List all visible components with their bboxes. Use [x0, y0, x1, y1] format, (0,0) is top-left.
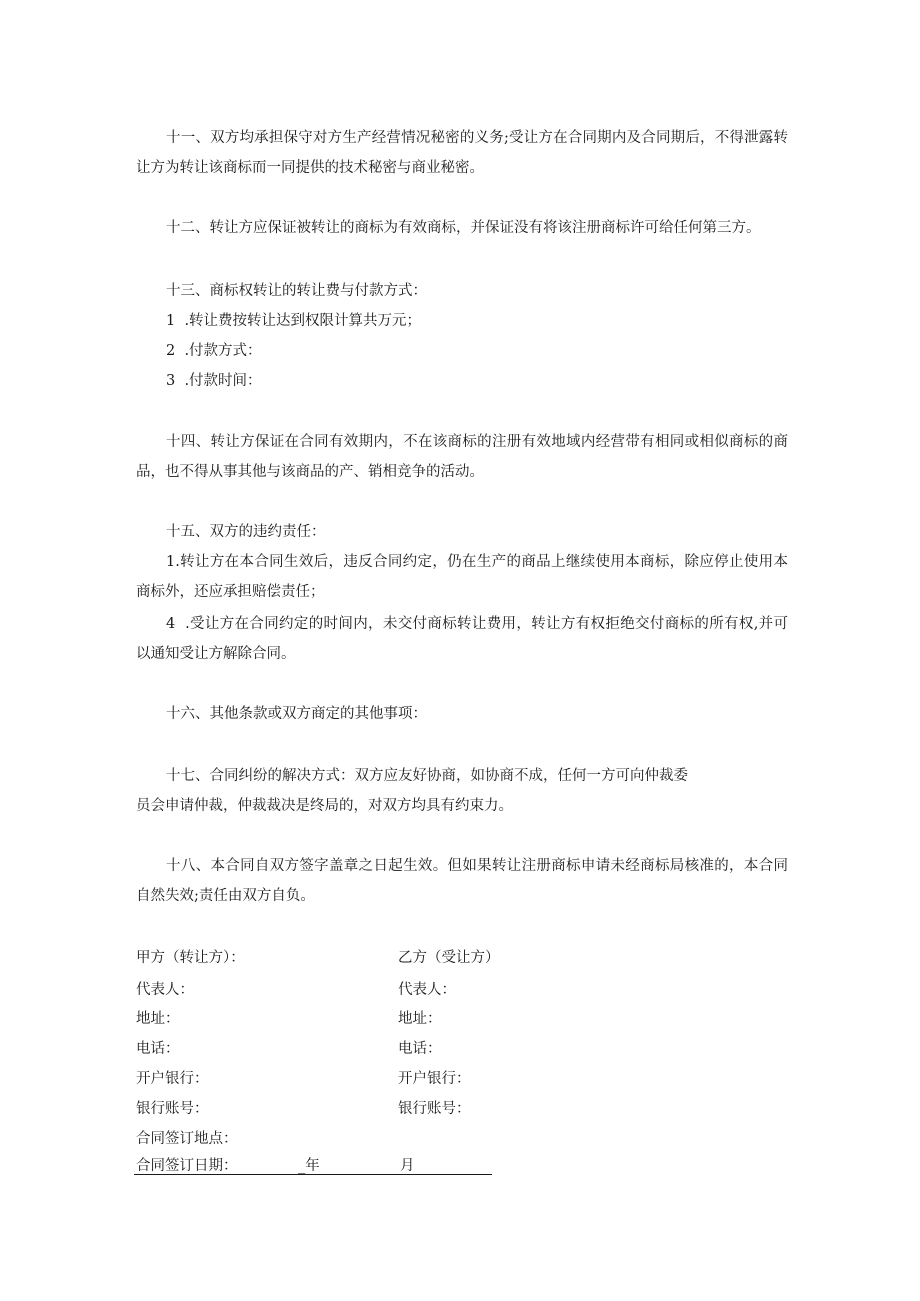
clause-11-line-2: 让方为转让该商标而一同提供的技术秘密与商业秘密。 [136, 160, 484, 176]
clause-15-item-2-line-1: 4 .受让方在合同约定的时间内，未交付商标转让费用，转让方有权拒绝交付商标的所有权,并可 [166, 616, 788, 632]
clause-18-line-2: 自然失效;责任由双方自负。 [136, 888, 315, 904]
sign-place-label: 合同签订地点： [136, 1131, 238, 1147]
clause-13-item-1: 1 .转让费按转让达到权限计算共万元； [166, 313, 422, 329]
party-a-account: 银行账号： [136, 1101, 209, 1117]
clause-15-title: 十五、双方的违约责任： [166, 524, 326, 540]
sign-date-year: _年 [298, 1158, 320, 1174]
party-b-account: 银行账号： [398, 1101, 471, 1117]
party-b-label: 乙方（受让方） [398, 950, 500, 966]
party-a-label: 甲方（转让方）： [136, 950, 245, 966]
party-b-bank: 开户银行： [398, 1071, 471, 1087]
clause-15-item-1-line-1: 1.转让方在本合同生效后，违反合同约定，仍在生产的商品上继续使用本商标，除应停止使用本 [166, 554, 788, 570]
party-b-representative: 代表人： [398, 982, 456, 998]
clause-18-line-1: 十八、本合同自双方签字盖章之日起生效。但如果转让注册商标申请未经商标局核准的，本合同 [166, 858, 788, 874]
clause-16-line-1: 十六、其他条款或双方商定的其他事项： [166, 706, 427, 722]
party-a-representative: 代表人： [136, 982, 194, 998]
party-a-phone: 电话： [136, 1041, 180, 1057]
party-b-phone: 电话： [398, 1041, 442, 1057]
party-a-address: 地址： [136, 1011, 180, 1027]
clause-17-line-2: 员会申请仲裁，仲裁裁决是终局的，对双方均具有约束力。 [136, 798, 513, 814]
clause-13-title: 十三、商标权转让的转让费与付款方式： [166, 283, 427, 299]
sign-date-month: 月 [400, 1158, 415, 1174]
clause-17-line-1: 十七、合同纠纷的解决方式：双方应友好协商，如协商不成，任何一方可向仲裁委 [166, 768, 688, 784]
party-b-address: 地址： [398, 1011, 442, 1027]
clause-14-line-1: 十四、转让方保证在合同有效期内，不在该商标的注册有效地域内经营带有相同或相似商标的商 [166, 434, 788, 450]
clause-15-item-2-line-2: 以通知受让方解除合同。 [136, 646, 296, 662]
clause-11-line-1: 十一、双方均承担保守对方生产经营情况秘密的义务;受让方在合同期内及合同期后，不得泄露转 [166, 130, 788, 146]
clause-14-line-2: 品，也不得从事其他与该商品的产、销相竞争的活动。 [136, 464, 484, 480]
clause-13-item-3: 3 .付款时间： [166, 373, 262, 389]
sign-date-underline [134, 1174, 492, 1175]
clause-12-line-1: 十二、转让方应保证被转让的商标为有效商标，并保证没有将该注册商标许可给任何第三方。 [166, 220, 761, 236]
clause-15-item-1-line-2: 商标外，还应承担赔偿责任； [136, 584, 325, 600]
sign-date-label: 合同签订日期： [136, 1158, 238, 1174]
party-a-bank: 开户银行： [136, 1071, 209, 1087]
clause-13-item-2: 2 .付款方式： [166, 343, 262, 359]
